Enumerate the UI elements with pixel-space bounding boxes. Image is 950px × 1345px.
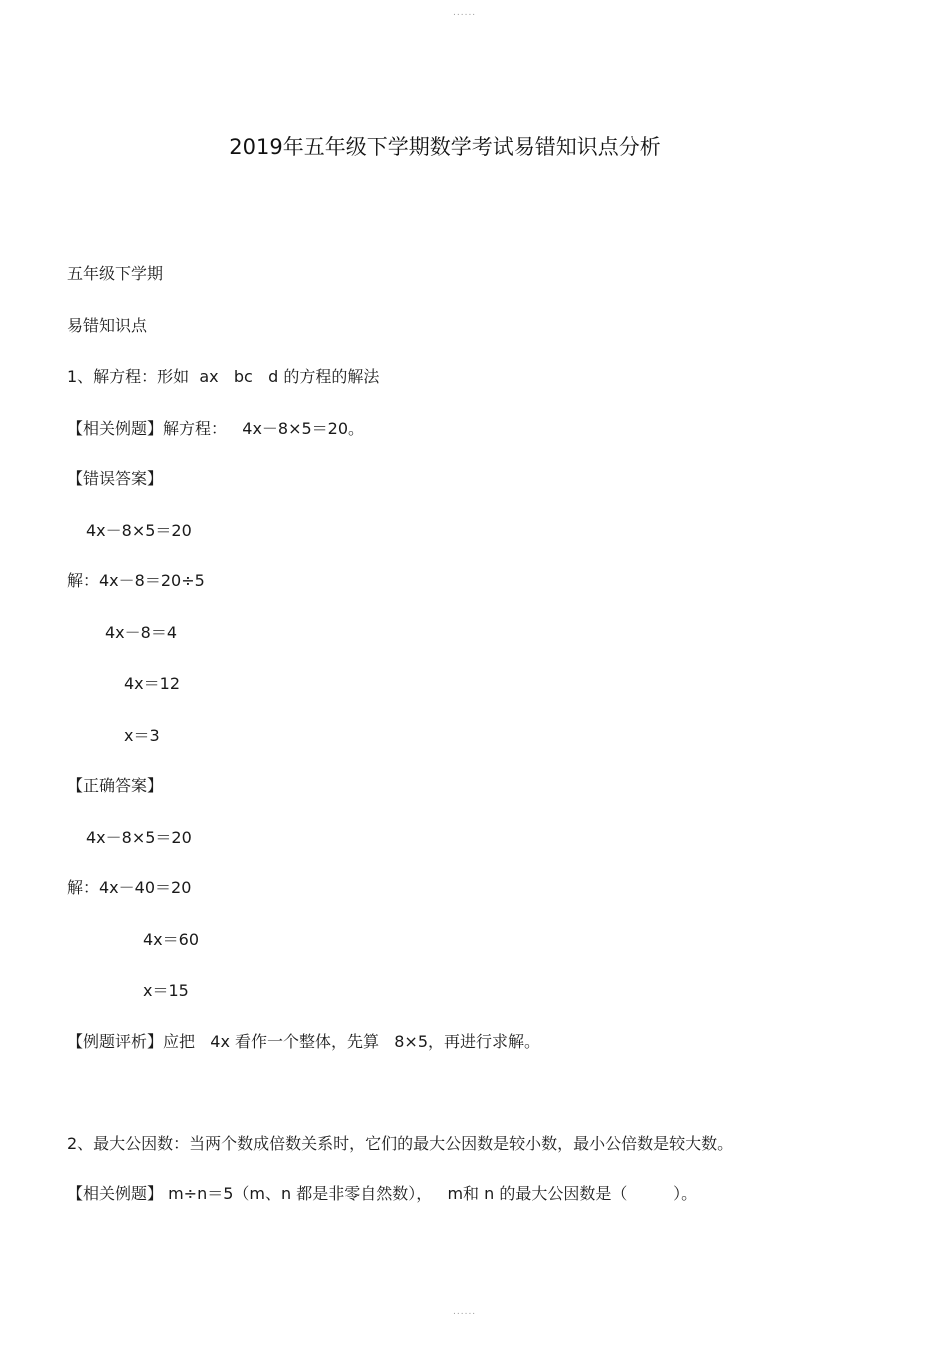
- correct-step-4: x＝15: [143, 981, 189, 1000]
- wrong-answer-label: 【错误答案】: [67, 469, 164, 488]
- wrong-step-2: 解：4x－8＝20÷5: [67, 571, 205, 590]
- document-title: 2019年五年级下学期数学考试易错知识点分析: [229, 135, 661, 159]
- section-heading: 五年级下学期: [67, 264, 164, 283]
- header-marker: ......: [453, 8, 477, 18]
- section-subheading: 易错知识点: [67, 316, 148, 335]
- wrong-step-5: x＝3: [124, 726, 160, 745]
- wrong-step-4: 4x＝12: [124, 674, 181, 693]
- wrong-step-3: 4x－8＝4: [105, 623, 178, 642]
- wrong-step-1: 4x－8×5＝20: [86, 521, 192, 540]
- correct-answer-label: 【正确答案】: [67, 776, 164, 795]
- example-2: 【相关例题】 m÷n＝5（m、n 都是非零自然数）， m和 n 的最大公因数是（ ）。: [67, 1184, 698, 1203]
- correct-step-3: 4x＝60: [143, 930, 200, 949]
- example-analysis: 【例题评析】应把 4x 看作一个整体，先算 8×5，再进行求解。: [67, 1032, 541, 1051]
- correct-step-2: 解：4x－40＝20: [67, 878, 192, 897]
- footer-marker: ......: [453, 1307, 477, 1317]
- correct-step-1: 4x－8×5＝20: [86, 828, 192, 847]
- topic-1-heading: 1、解方程：形如 ax bc d 的方程的解法: [67, 367, 380, 386]
- example-1: 【相关例题】解方程： 4x－8×5＝20。: [67, 419, 365, 438]
- topic-2-heading: 2、最大公因数：当两个数成倍数关系时，它们的最大公因数是较小数，最小公倍数是较大数。: [67, 1134, 734, 1153]
